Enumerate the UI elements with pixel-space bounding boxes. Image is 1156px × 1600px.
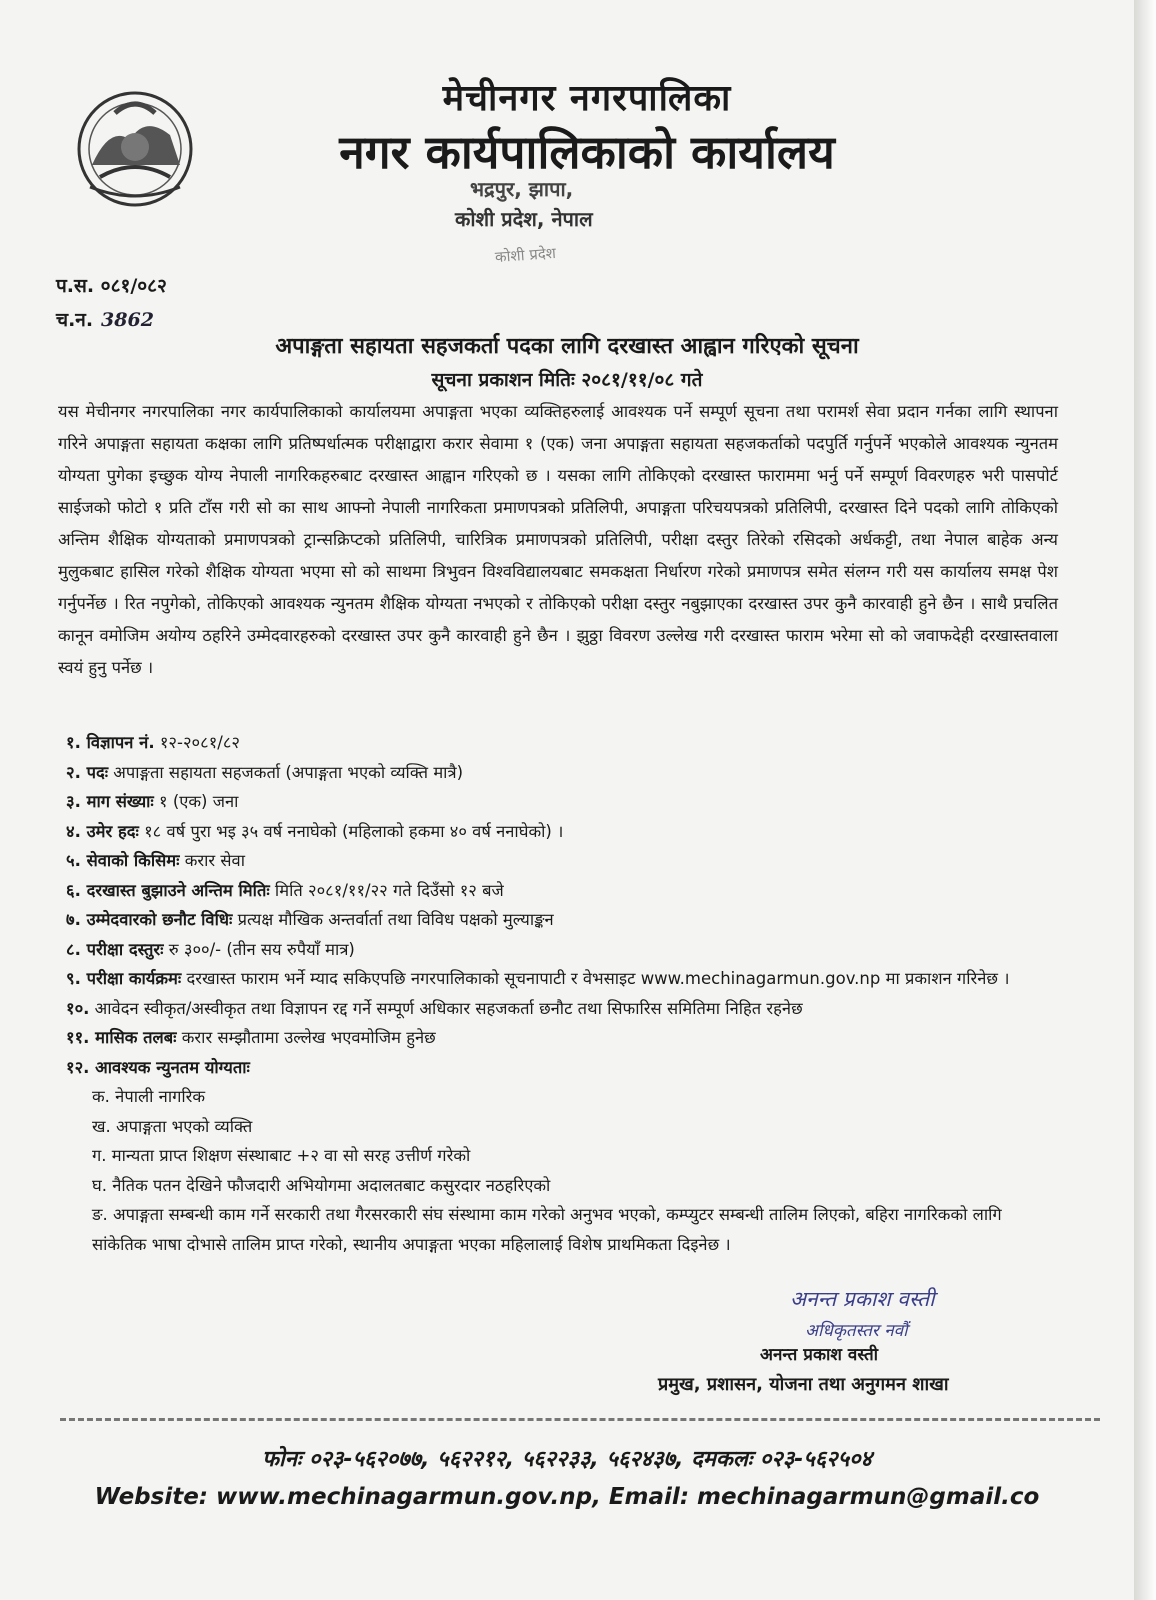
notice-details-list [66, 728, 1056, 1259]
footer-divider [60, 1418, 1100, 1421]
signatory-name: अनन्त प्रकाश वस्ती [760, 1345, 879, 1365]
footer-website: Website: www.mechinagarmun.gov.np, Email: mechinagarmun@gmail.co [94, 1484, 1040, 1510]
detail-item: ११. मासिक तलबः करार सम्झौतामा उल्लेख भएवमोजिम हुनेछ [66, 1028, 436, 1047]
qualification-item: ख. अपाङ्गता भएको व्यक्ति [92, 1116, 253, 1136]
qualification-item: घ. नैतिक पतन देखिने फौजदारी अभियोगमा अदालतबाट कसुरदार नठहरिएको [92, 1175, 551, 1195]
fiscal-year-ref: प.स. ०८१/०८२ [56, 275, 167, 297]
page-edge-shadow [1134, 0, 1156, 1600]
dispatch-label: च.न. [56, 309, 94, 331]
footer-phone: फोनः ०२३-५६२०७७, ५६२२१२, ५६२२३३, ५६२४३७, दमकलः ०२३-५६२५०४ [262, 1447, 872, 1472]
qualification-item: क. नेपाली नागरिक [92, 1087, 206, 1106]
office-name: नगर कार्यपालिकाको कार्यालय [339, 125, 835, 179]
detail-item: ३. माग संख्याः १ (एक) जना [66, 792, 239, 811]
detail-item: ६. दरखास्त बुझाउने अन्तिम मितिः मिति २०८१/११/२२ गते दिउँसो १२ बजे [66, 880, 504, 900]
address-line-1: भद्रपुर, झापा, [470, 177, 574, 201]
detail-item: १२. आवश्यक न्युनतम योग्यताः [66, 1057, 250, 1077]
dispatch-number: 3862 [101, 309, 154, 331]
detail-item: १०. आवेदन स्वीकृत/अस्वीकृत तथा विज्ञापन रद्द गर्ने सम्पूर्ण अधिकार सहजकर्ता छनौट तथा सिफारिस समितिमा निहित रहनेछ [66, 998, 803, 1018]
qualification-item: ग. मान्यता प्राप्त शिक्षण संस्थाबाट +२ वा सो सरह उत्तीर्ण गरेको [92, 1146, 471, 1165]
detail-item: १. विज्ञापन नं. १२-२०८१/८२ [66, 733, 240, 752]
signature-handwritten-name: अनन्त प्रकाश वस्ती [790, 1287, 935, 1311]
detail-item: ८. परीक्षा दस्तुरः रु ३००/- (तीन सय रुपैयाँ मात्र) [66, 939, 355, 959]
detail-item: ४. उमेर हदः १८ वर्ष पुरा भइ ३५ वर्ष ननाघेको (महिलाको हकमा ४० वर्ष ननाघेको) । [66, 821, 564, 841]
detail-item: ७. उम्मेदवारको छनौट विधिः प्रत्यक्ष मौखिक अन्तर्वार्ता तथा विविध पक्षको मुल्याङ्कन [66, 910, 554, 929]
signatory-title: प्रमुख, प्रशासन, योजना तथा अनुगमन शाखा [658, 1374, 949, 1395]
qualification-item: ङ. अपाङ्गता सम्बन्धी काम गर्ने सरकारी तथा गैरसरकारी संघ संस्थामा काम गरेको अनुभव भएको, कम्प्युटर सम्बन्धी तालिम लिएको, बहिरा नागरिकको लागि सांकेतिक भाषा दोभासे तालिम प्राप्त गरेको, स्थानीय अपाङ्गता भएका महिलालाई विशेष प्राथमिकता दिइनेछ । [92, 1205, 1002, 1254]
address-line-2: कोशी प्रदेश, नेपाल [455, 207, 593, 231]
office-stamp: कोशी प्रदेश [494, 243, 557, 267]
notice-title: अपाङ्गता सहायता सहजकर्ता पदका लागि दरखास्त आह्वान गरिएको सूचना [275, 334, 859, 359]
notice-body: यस मेचीनगर नगरपालिका नगर कार्यपालिकाको कार्यालयमा अपाङ्गता भएका व्यक्तिहरुलाई आवश्यक पर्ने सम्पूर्ण सूचना तथा परामर्श सेवा प्रदान गर्नका लागि स्थापना गरिने अपाङ्गता सहायता कक्षका लागि प्रतिष्पर्धात्मक परीक्षाद्वारा करार सेवामा १ (एक) जना अपाङ्गता सहायता सहजकर्ताको पदपुर्ति गर्नुपर्ने भएकोले आवश्यक न्युनतम योग्यता पुगेका इच्छुक योग्य नेपाली नागरिकहरुबाट दरखास्त आह्वान गरिएको छ । यसका लागि तोकिएको दरखास्त फाराममा भर्नु पर्ने सम्पूर्ण विवरणहरु भरी पासपोर्ट साईजको फोटो १ प्रति टाँस गरी सो का साथ आफ्नो नेपाली नागरिकता प्रमाणपत्रको प्रतिलिपी, अपाङ्गता परिचयपत्रको प्रतिलिपी, दरखास्त दिने पदको लागि तोकिएको अन्तिम शैक्षिक योग्यताको प्रमाणपत्रको ट्रान्सक्रिप्टको प्रतिलिपी, चारित्रिक प्रमाणपत्रको प्रतिलिपी, परीक्षा दस्तुर तिरेको रसिदको अर्धकट्टी, तथा नेपाल बाहेक अन्य मुलुकबाट हासिल गरेको शैक्षिक योग्यता भएमा सो को साथमा त्रिभुवन विश्वविद्यालयबाट समकक्षता निर्धारण गरेको प्रमाणपत्र समेत संलग्न गरी यस कार्यालय समक्ष पेश गर्नुपर्नेछ । रित नपुगेको, तोकिएको आवश्यक न्युनतम शैक्षिक योग्यता नभएको र तोकिएको परीक्षा दस्तुर नबुझाएका दरखास्त उपर कुनै कारवाही हुने छैन । साथै प्रचलित कानून वमोजिम अयोग्य ठहरिने उम्मेदवारहरुको दरखास्त उपर कुनै कारवाही हुने छैन । झुठ्ठा विवरण उल्लेख गरी दरखास्त फाराम भरेमा सो को जवाफदेही दरखास्तवाला स्वयं हुनु पर्नेछ । [58, 402, 1058, 677]
signature-handwritten-title: अधिकृतस्तर नवौं [805, 1321, 908, 1341]
detail-item: ९. परीक्षा कार्यक्रमः दरखास्त फाराम भर्ने म्याद सकिएपछि नगरपालिकाको सूचनापाटी र वेभसाइट www.mechinagarmun.gov.np मा प्रकाशन गरिनेछ । [66, 969, 1010, 988]
publication-date: सूचना प्रकाशन मितिः २०८१/११/०८ गते [431, 369, 703, 391]
municipality-name: मेचीनगर नगरपालिका [442, 78, 732, 119]
detail-item: ५. सेवाको किसिमः करार सेवा [66, 851, 246, 870]
dispatch-ref [56, 306, 154, 332]
detail-item: २. पदः अपाङ्गता सहायता सहजकर्ता (अपाङ्गता भएको व्यक्ति मात्रै) [66, 762, 464, 782]
